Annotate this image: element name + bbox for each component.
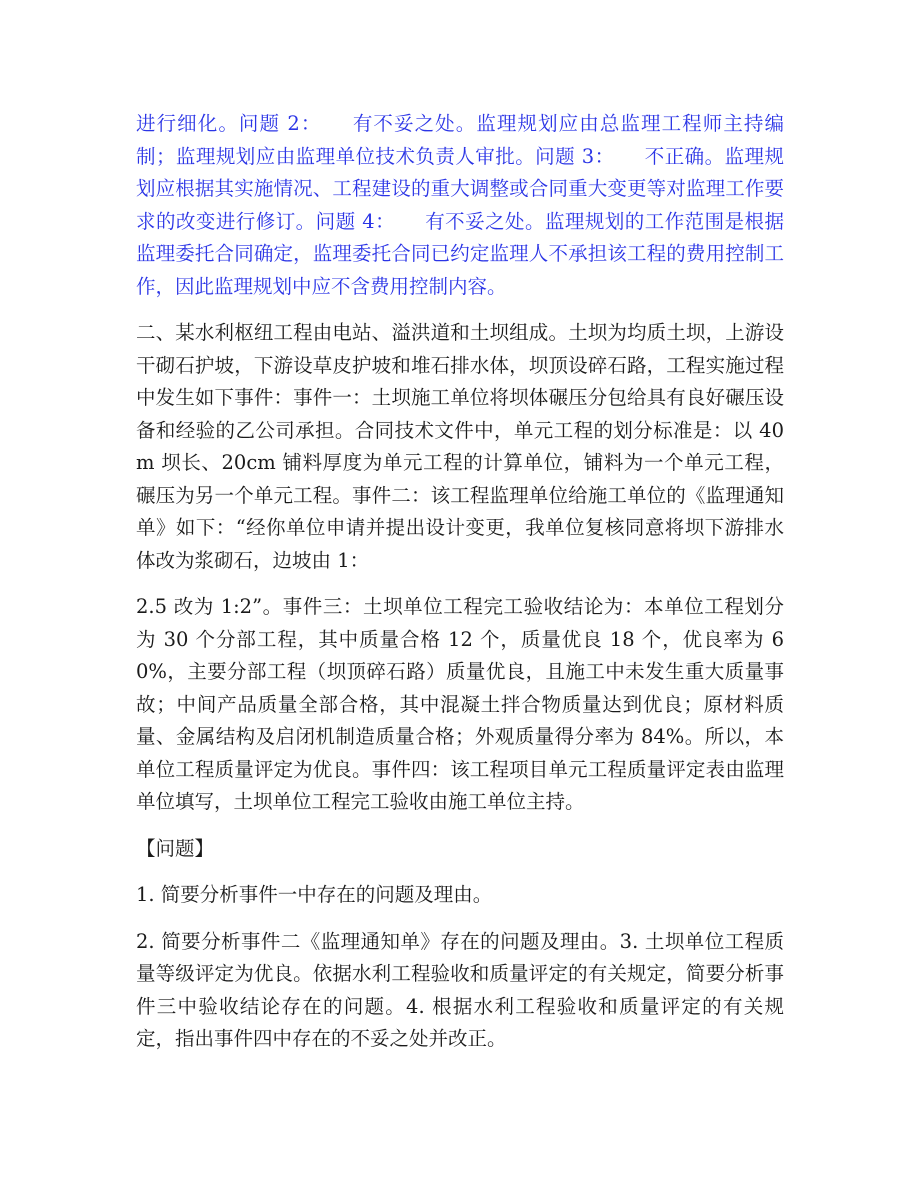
answer-continuation-paragraph: 进行细化。问题 2： 有不妥之处。监理规划应由总监理工程师主持编制；监理规划应由监理单位技术负责人审批。问题 3： 不正确。监理规划应根据其实施情况、工程建设的重大调整或合同重大变更等对监理工作要求的改变进行修订。问题 4： 有不妥之处。监理规划的工作范围是根据监理委托合同确定，监理委托合同已约定监理人不承担该工程的费用控制工作，因此监理规划中应不含费用控制内容。 (136, 112, 784, 298)
questions-heading: 【问题】 (136, 836, 215, 860)
case-two-intro-paragraph: 二、某水利枢纽工程由电站、溢洪道和土坝组成。土坝为均质土坝，上游设干砌石护坡，下游设草皮护坡和堆石排水体，坝顶设碎石路，工程实施过程中发生如下事件：事件一：土坝施工单位将坝体碾压分包给具有良好碾压设备和经验的乙公司承担。合同技术文件中，单元工程的划分标准是：以 40m 坝长、20cm 铺料厚度为单元工程的计算单位，铺料为一个单元工程，碾压为另一个单元工程。事件二：该工程监理单位给施工单位的《监理通知单》如下：“经你单位申请并提出设计变更，我单位复核同意将坝下游排水体改为浆砌石，边坡由 1： (136, 321, 784, 572)
question-1-paragraph: 1. 简要分析事件一中存在的问题及理由。 (136, 883, 493, 906)
questions-2-4-paragraph: 2. 简要分析事件二《监理通知单》存在的问题及理由。3. 土坝单位工程质量等级评定为优良。依据水利工程验收和质量评定的有关规定，简要分析事件三中验收结论存在的问题。4. 根据水利工程验收和质量评定的有关规定，指出事件四中存在的不妥之处并改正。 (136, 929, 784, 1050)
document-page (136, 108, 784, 1070)
case-two-events-paragraph: 2.5 改为 1:2”。事件三：土坝单位工程完工验收结论为：本单位工程划分为 30 个分部工程，其中质量合格 12 个，质量优良 18 个，优良率为 60%，主要分部工程（坝顶碎石路）质量优良，且施工中未发生重大质量事故；中间产品质量全部合格，其中混凝土拌合物质量达到优良；原材料质量、金属结构及启闭机制造质量合格；外观质量得分率为 84%。所以，本单位工程质量评定为优良。事件四：该工程项目单元工程质量评定表由监理单位填写，土坝单位工程完工验收由施工单位主持。 (136, 595, 784, 813)
